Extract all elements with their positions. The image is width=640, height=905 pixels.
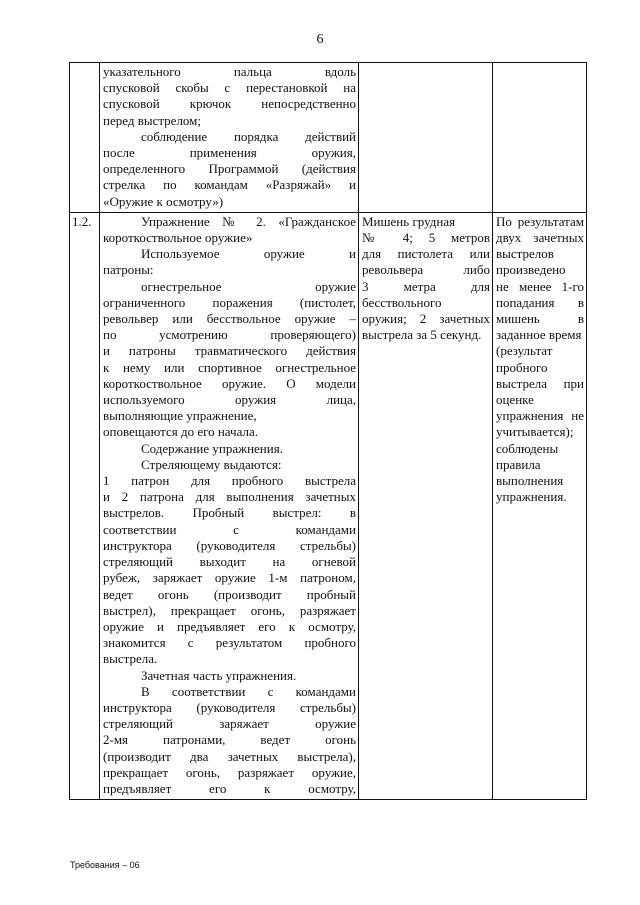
text-line: оповещаются до его начала. bbox=[103, 424, 258, 440]
text-line: для пистолета или bbox=[362, 246, 490, 262]
text-line: оружия; 2 зачетных bbox=[362, 311, 490, 327]
text-line: выстрела. bbox=[103, 651, 158, 667]
text-line: ограниченного поражения (пистолет, bbox=[103, 294, 356, 310]
text-line: В соответствии с командами bbox=[141, 683, 356, 699]
text-line: не менее 1-го bbox=[496, 278, 584, 294]
text-line: (результат bbox=[496, 343, 553, 359]
text-line: соблюдены bbox=[496, 440, 559, 456]
text-line: Содержание упражнения. bbox=[141, 440, 283, 456]
text-line: выполнения bbox=[496, 473, 564, 489]
text-line: Упражнение № 2. «Гражданское bbox=[141, 213, 356, 229]
exercise-description-cell bbox=[100, 63, 359, 213]
text-line: определенного Программой (действия bbox=[103, 161, 356, 177]
text-line: инструктора (руководителя стрельбы) bbox=[103, 537, 356, 553]
text-line: стреляющий выходит на огневой bbox=[103, 554, 356, 570]
table-row-1-2 bbox=[70, 212, 587, 799]
text-line: ведет огонь (производит пробный bbox=[103, 586, 356, 602]
text-line: Мишень грудная bbox=[362, 213, 456, 229]
text-line: знакомится с результатом пробного bbox=[103, 635, 356, 651]
text-line: револьвера либо bbox=[362, 262, 490, 278]
text-line: короткоствольное оружие. О модели bbox=[103, 375, 356, 391]
text-line: инструктора (руководителя стрельбы) bbox=[103, 699, 356, 715]
evaluation-criteria-cell bbox=[493, 63, 587, 213]
text-line: учитывается); bbox=[496, 424, 574, 440]
text-line: выстрелов bbox=[496, 246, 554, 262]
text-line: используемого оружия лица, bbox=[103, 392, 356, 408]
text-line: выстрела при bbox=[496, 375, 584, 391]
text-line: бесствольного bbox=[362, 294, 442, 310]
text-line: двух зачетных bbox=[496, 230, 584, 246]
requirements-table bbox=[69, 62, 587, 800]
text-line: револьвер или бесствольное оружие – bbox=[103, 311, 356, 327]
text-line: Стреляющему выдаются: bbox=[141, 456, 282, 472]
text-line: спусковой скобы с перестановкой на bbox=[103, 80, 356, 96]
text-line: выстрела за 5 секунд. bbox=[362, 327, 482, 343]
text-line: «Оружие к осмотру») bbox=[103, 193, 224, 209]
text-line: прекращает огонь, разряжает оружие, bbox=[103, 764, 356, 780]
exercise-conditions-cell bbox=[359, 63, 493, 213]
text-line: спусковой крючок непосредственно bbox=[103, 96, 356, 112]
text-line: указательного пальца вдоль bbox=[103, 64, 356, 79]
text-line: по усмотрению проверяющего) bbox=[103, 327, 356, 343]
text-line: Зачетная часть упражнения. bbox=[141, 667, 297, 683]
text-line: и патроны травматического действия bbox=[103, 343, 356, 359]
text-line: к нему или спортивное огнестрельное bbox=[103, 359, 356, 375]
text-line: и 2 патрона для выполнения зачетных bbox=[103, 489, 356, 505]
text-line: 3 метра для bbox=[362, 278, 490, 294]
text-line: правила bbox=[496, 456, 541, 472]
text-line: (производит два зачетных выстрела), bbox=[103, 748, 356, 764]
page-number: 6 bbox=[316, 32, 324, 47]
text-line: 2-мя патронами, ведет огонь bbox=[103, 732, 356, 748]
table-row-continued bbox=[70, 63, 587, 213]
text-line: № 4; 5 метров bbox=[362, 230, 490, 246]
text-line: стрелка по командам «Разряжай» и bbox=[103, 177, 356, 193]
text-line: соответствии с командами bbox=[103, 521, 356, 537]
text-line: оружие и предъявляет его к осмотру, bbox=[103, 618, 356, 634]
row-number-cell bbox=[70, 63, 100, 213]
text-line: выстрелов. Пробный выстрел: в bbox=[103, 505, 356, 521]
text-line: выстрел), прекращает огонь, разряжает bbox=[103, 602, 356, 618]
text-line: соблюдение порядка действий bbox=[141, 128, 356, 144]
text-line: мишень в bbox=[496, 311, 584, 327]
text-line: упражнения. bbox=[496, 489, 567, 505]
text-line: произведено bbox=[496, 262, 566, 278]
exercise-conditions-cell bbox=[359, 212, 493, 799]
text-line: короткоствольное оружие» bbox=[103, 230, 253, 246]
text-line: предъявляет его к осмотру, bbox=[103, 780, 356, 796]
text-line: стреляющий заряжает оружие bbox=[103, 716, 356, 732]
text-line: Используемое оружие и bbox=[141, 246, 356, 262]
exercise-description-cell bbox=[100, 212, 359, 799]
text-line: упражнения не bbox=[496, 408, 584, 424]
text-line: выполняющие упражнение, bbox=[103, 408, 257, 424]
text-line: перед выстрелом; bbox=[103, 112, 202, 128]
text-line: рубеж, заряжает оружие 1-м патроном, bbox=[103, 570, 356, 586]
evaluation-criteria-cell bbox=[493, 212, 587, 799]
text-line: патроны: bbox=[103, 262, 154, 278]
text-line: попадания в bbox=[496, 294, 584, 310]
row-number-cell: 1.2. bbox=[70, 212, 100, 799]
text-line: пробного bbox=[496, 359, 548, 375]
text-line: заданное время bbox=[496, 327, 582, 343]
footer-label: Требования – 06 bbox=[70, 860, 140, 870]
text-line: после применения оружия, bbox=[103, 145, 356, 161]
text-line: огнестрельное оружие bbox=[141, 278, 356, 294]
text-line: По результатам bbox=[496, 213, 584, 229]
text-line: 1 патрон для пробного выстрела bbox=[103, 473, 356, 489]
text-line: оценке bbox=[496, 392, 534, 408]
